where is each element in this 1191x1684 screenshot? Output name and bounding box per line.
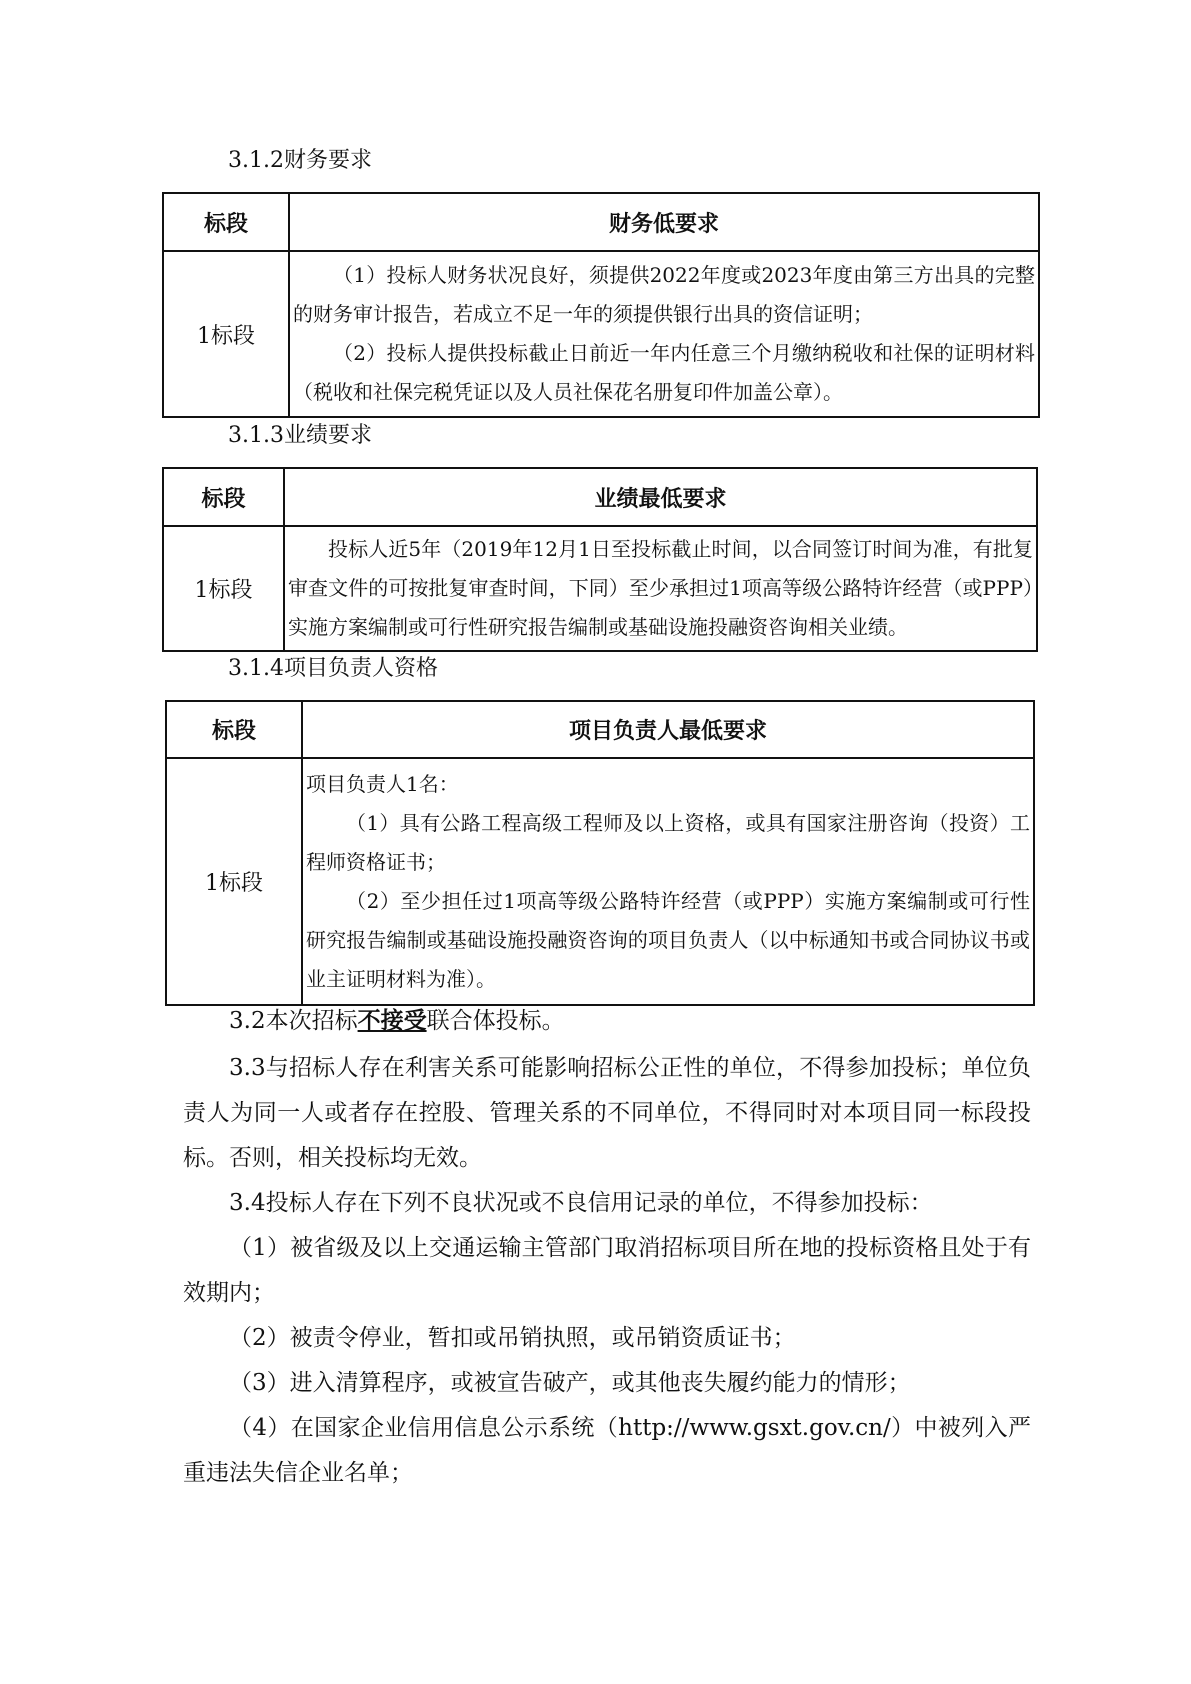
finance-col-segment: 标段 bbox=[163, 193, 289, 251]
finance-item-2: （2）投标人提供投标截止日前近一年内任意三个月缴纳税收和社保的证明材料（税收和社保完税凭证以及人员社保花名册复印件加盖公章）。 bbox=[293, 341, 1035, 404]
performance-table bbox=[162, 467, 1038, 652]
manager-table bbox=[165, 700, 1035, 1006]
clause-3-4-item-2-text: （2）被责令停业，暂扣或吊销执照，或吊销资质证书； bbox=[229, 1325, 796, 1351]
clause-3-4-item-4 bbox=[183, 1406, 1031, 1496]
finance-segment-cell: 1标段 bbox=[163, 251, 289, 417]
clause-3-4-item-3-text: （3）进入清算程序，或被宣告破产，或其他丧失履约能力的情形； bbox=[229, 1370, 911, 1396]
manager-requirement-cell bbox=[302, 758, 1034, 1005]
performance-col-segment: 标段 bbox=[163, 468, 284, 526]
clause-3-3-text: 3.3与招标人存在利害关系可能影响招标公正性的单位，不得参加投标；单位负责人为同一人或者存在控股、管理关系的不同单位，不得同时对本项目同一标段投标。否则，相关投标均无效。 bbox=[183, 1055, 1031, 1171]
finance-item-1: （1）投标人财务状况良好，须提供2022年度或2023年度由第三方出具的完整的财务审计报告，若成立不足一年的须提供银行出具的资信证明； bbox=[293, 263, 1035, 326]
manager-item-2: （2）至少担任过1项高等级公路特许经营（或PPP）实施方案编制或可行性研究报告编制或基础设施投融资咨询的项目负责人（以中标通知书或合同协议书或业主证明材料为准）。 bbox=[306, 888, 1030, 991]
clause-3-4-item-1 bbox=[183, 1226, 1031, 1316]
performance-col-requirement: 业绩最低要求 bbox=[284, 468, 1037, 526]
clause-3-4-item-4-text: （4）在国家企业信用信息公示系统（http://www.gsxt.gov.cn/）中被列入严重违法失信企业名单； bbox=[183, 1415, 1031, 1486]
clause-3-2-emphasis: 不接受 bbox=[357, 1007, 427, 1034]
performance-heading: 3.1.3业绩要求 bbox=[228, 423, 372, 448]
finance-col-requirement: 财务低要求 bbox=[289, 193, 1039, 251]
performance-item-1: 投标人近5年（2019年12月1日至投标截止时间，以合同签订时间为准，有批复审查文件的可按批复审查时间，下同）至少承担过1项高等级公路特许经营（或PPP）实施方案编制或可行性研究报告编制或基础设施投融资咨询相关业绩。 bbox=[288, 537, 1033, 639]
manager-col-requirement: 项目负责人最低要求 bbox=[302, 701, 1034, 758]
clause-3-3 bbox=[183, 1046, 1031, 1181]
clause-3-4-item-1-text: （1）被省级及以上交通运输主管部门取消招标项目所在地的投标资格且处于有效期内； bbox=[183, 1235, 1031, 1306]
manager-heading: 3.1.4项目负责人资格 bbox=[228, 656, 438, 681]
manager-col-segment: 标段 bbox=[166, 701, 302, 758]
clause-3-4-text: 3.4投标人存在下列不良状况或不良信用记录的单位，不得参加投标： bbox=[229, 1190, 933, 1216]
performance-requirement-cell bbox=[284, 526, 1037, 651]
clause-3-2 bbox=[183, 998, 1031, 1044]
clause-3-4 bbox=[183, 1181, 1031, 1226]
manager-segment-cell: 1标段 bbox=[166, 758, 302, 1005]
finance-heading: 3.1.2财务要求 bbox=[228, 148, 372, 173]
manager-intro: 项目负责人1名： bbox=[306, 771, 459, 796]
clause-3-2-post: 联合体投标。 bbox=[426, 1008, 565, 1034]
clause-3-4-item-2 bbox=[183, 1316, 1031, 1361]
clause-3-4-item-3 bbox=[183, 1361, 1031, 1406]
finance-table bbox=[162, 192, 1040, 418]
manager-item-1: （1）具有公路工程高级工程师及以上资格，或具有国家注册咨询（投资）工程师资格证书； bbox=[306, 810, 1030, 874]
performance-segment-cell: 1标段 bbox=[163, 526, 284, 651]
finance-requirement-cell bbox=[289, 251, 1039, 417]
clause-3-2-pre: 3.2本次招标 bbox=[229, 1008, 358, 1034]
